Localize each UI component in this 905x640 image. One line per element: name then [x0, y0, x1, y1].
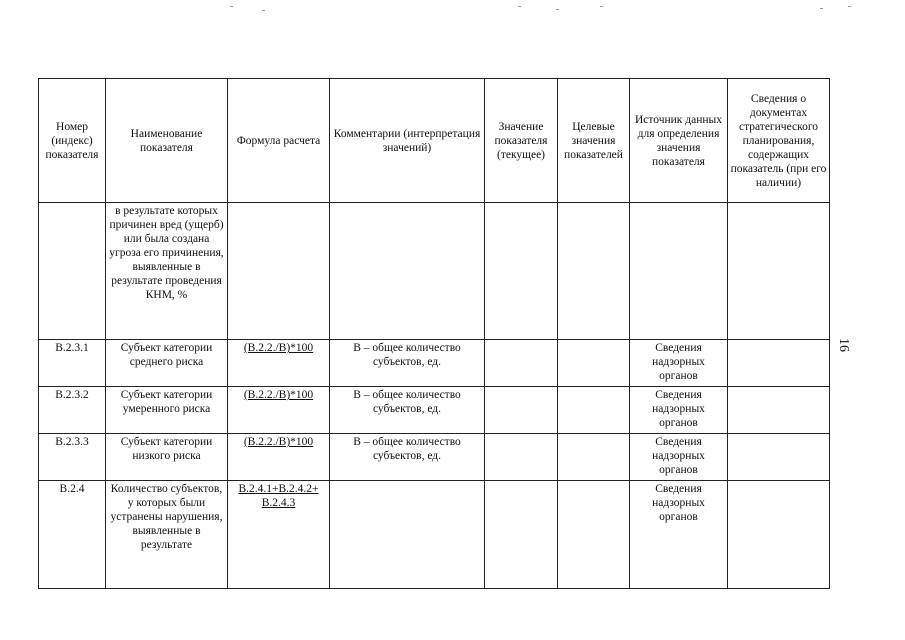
cell-target — [558, 387, 630, 434]
cell-docs — [728, 203, 830, 340]
header-formula: Формула расчета — [228, 79, 330, 203]
cell-docs — [728, 387, 830, 434]
indicators-table — [38, 78, 830, 589]
cell-target — [558, 340, 630, 387]
cell-name: в результате которых причинен вред (ущерб) или была создана угроза его причинения, выявленные в результате проведения КНМ, % — [106, 203, 228, 340]
cell-docs — [728, 434, 830, 481]
cell-source: Сведения надзорных органов — [630, 340, 728, 387]
cell-current — [485, 340, 558, 387]
cell-formula: (В.2.2./В)*100 — [228, 387, 330, 434]
header-target: Целевые значения показателей — [558, 79, 630, 203]
cell-comment — [330, 203, 485, 340]
header-name: Наименование показателя — [106, 79, 228, 203]
cell-name: Количество субъектов, у которых были устранены нарушения, выявленные в результате — [106, 481, 228, 589]
scan-specks — [0, 6, 905, 18]
cell-docs — [728, 481, 830, 589]
cell-index: В.2.3.2 — [39, 387, 106, 434]
header-index: Номер (индекс) показателя — [39, 79, 106, 203]
table-row — [39, 387, 830, 434]
cell-current — [485, 203, 558, 340]
cell-source — [630, 203, 728, 340]
header-row — [39, 79, 830, 203]
cell-name: Субъект категории низкого риска — [106, 434, 228, 481]
cell-formula: В.2.4.1+В.2.4.2+ В.2.4.3 — [228, 481, 330, 589]
cell-index: В.2.4 — [39, 481, 106, 589]
cell-source: Сведения надзорных органов — [630, 387, 728, 434]
table-row — [39, 481, 830, 589]
cell-index: В.2.3.3 — [39, 434, 106, 481]
cell-target — [558, 481, 630, 589]
cell-target — [558, 203, 630, 340]
header-comment: Комментарии (интерпретация значений) — [330, 79, 485, 203]
cell-current — [485, 481, 558, 589]
table-row — [39, 434, 830, 481]
cell-docs — [728, 340, 830, 387]
cell-formula: (В.2.2./В)*100 — [228, 434, 330, 481]
cell-comment: В – общее количество субъектов, ед. — [330, 434, 485, 481]
page-number: 16 — [836, 338, 851, 352]
header-source: Источник данных для определения значения показателя — [630, 79, 728, 203]
cell-index: В.2.3.1 — [39, 340, 106, 387]
cell-comment — [330, 481, 485, 589]
cell-formula — [228, 203, 330, 340]
cell-index — [39, 203, 106, 340]
cell-name: Субъект категории среднего риска — [106, 340, 228, 387]
header-docs: Сведения о документах стратегического планирования, содержащих показатель (при его наличии) — [728, 79, 830, 203]
cell-target — [558, 434, 630, 481]
cell-source: Сведения надзорных органов — [630, 481, 728, 589]
table-row — [39, 203, 830, 340]
cell-comment: В – общее количество субъектов, ед. — [330, 340, 485, 387]
cell-comment: В – общее количество субъектов, ед. — [330, 387, 485, 434]
cell-current — [485, 387, 558, 434]
table-row — [39, 340, 830, 387]
cell-formula: (В.2.2./В)*100 — [228, 340, 330, 387]
header-current: Значение показателя (текущее) — [485, 79, 558, 203]
cell-name: Субъект категории умеренного риска — [106, 387, 228, 434]
cell-source: Сведения надзорных органов — [630, 434, 728, 481]
cell-current — [485, 434, 558, 481]
